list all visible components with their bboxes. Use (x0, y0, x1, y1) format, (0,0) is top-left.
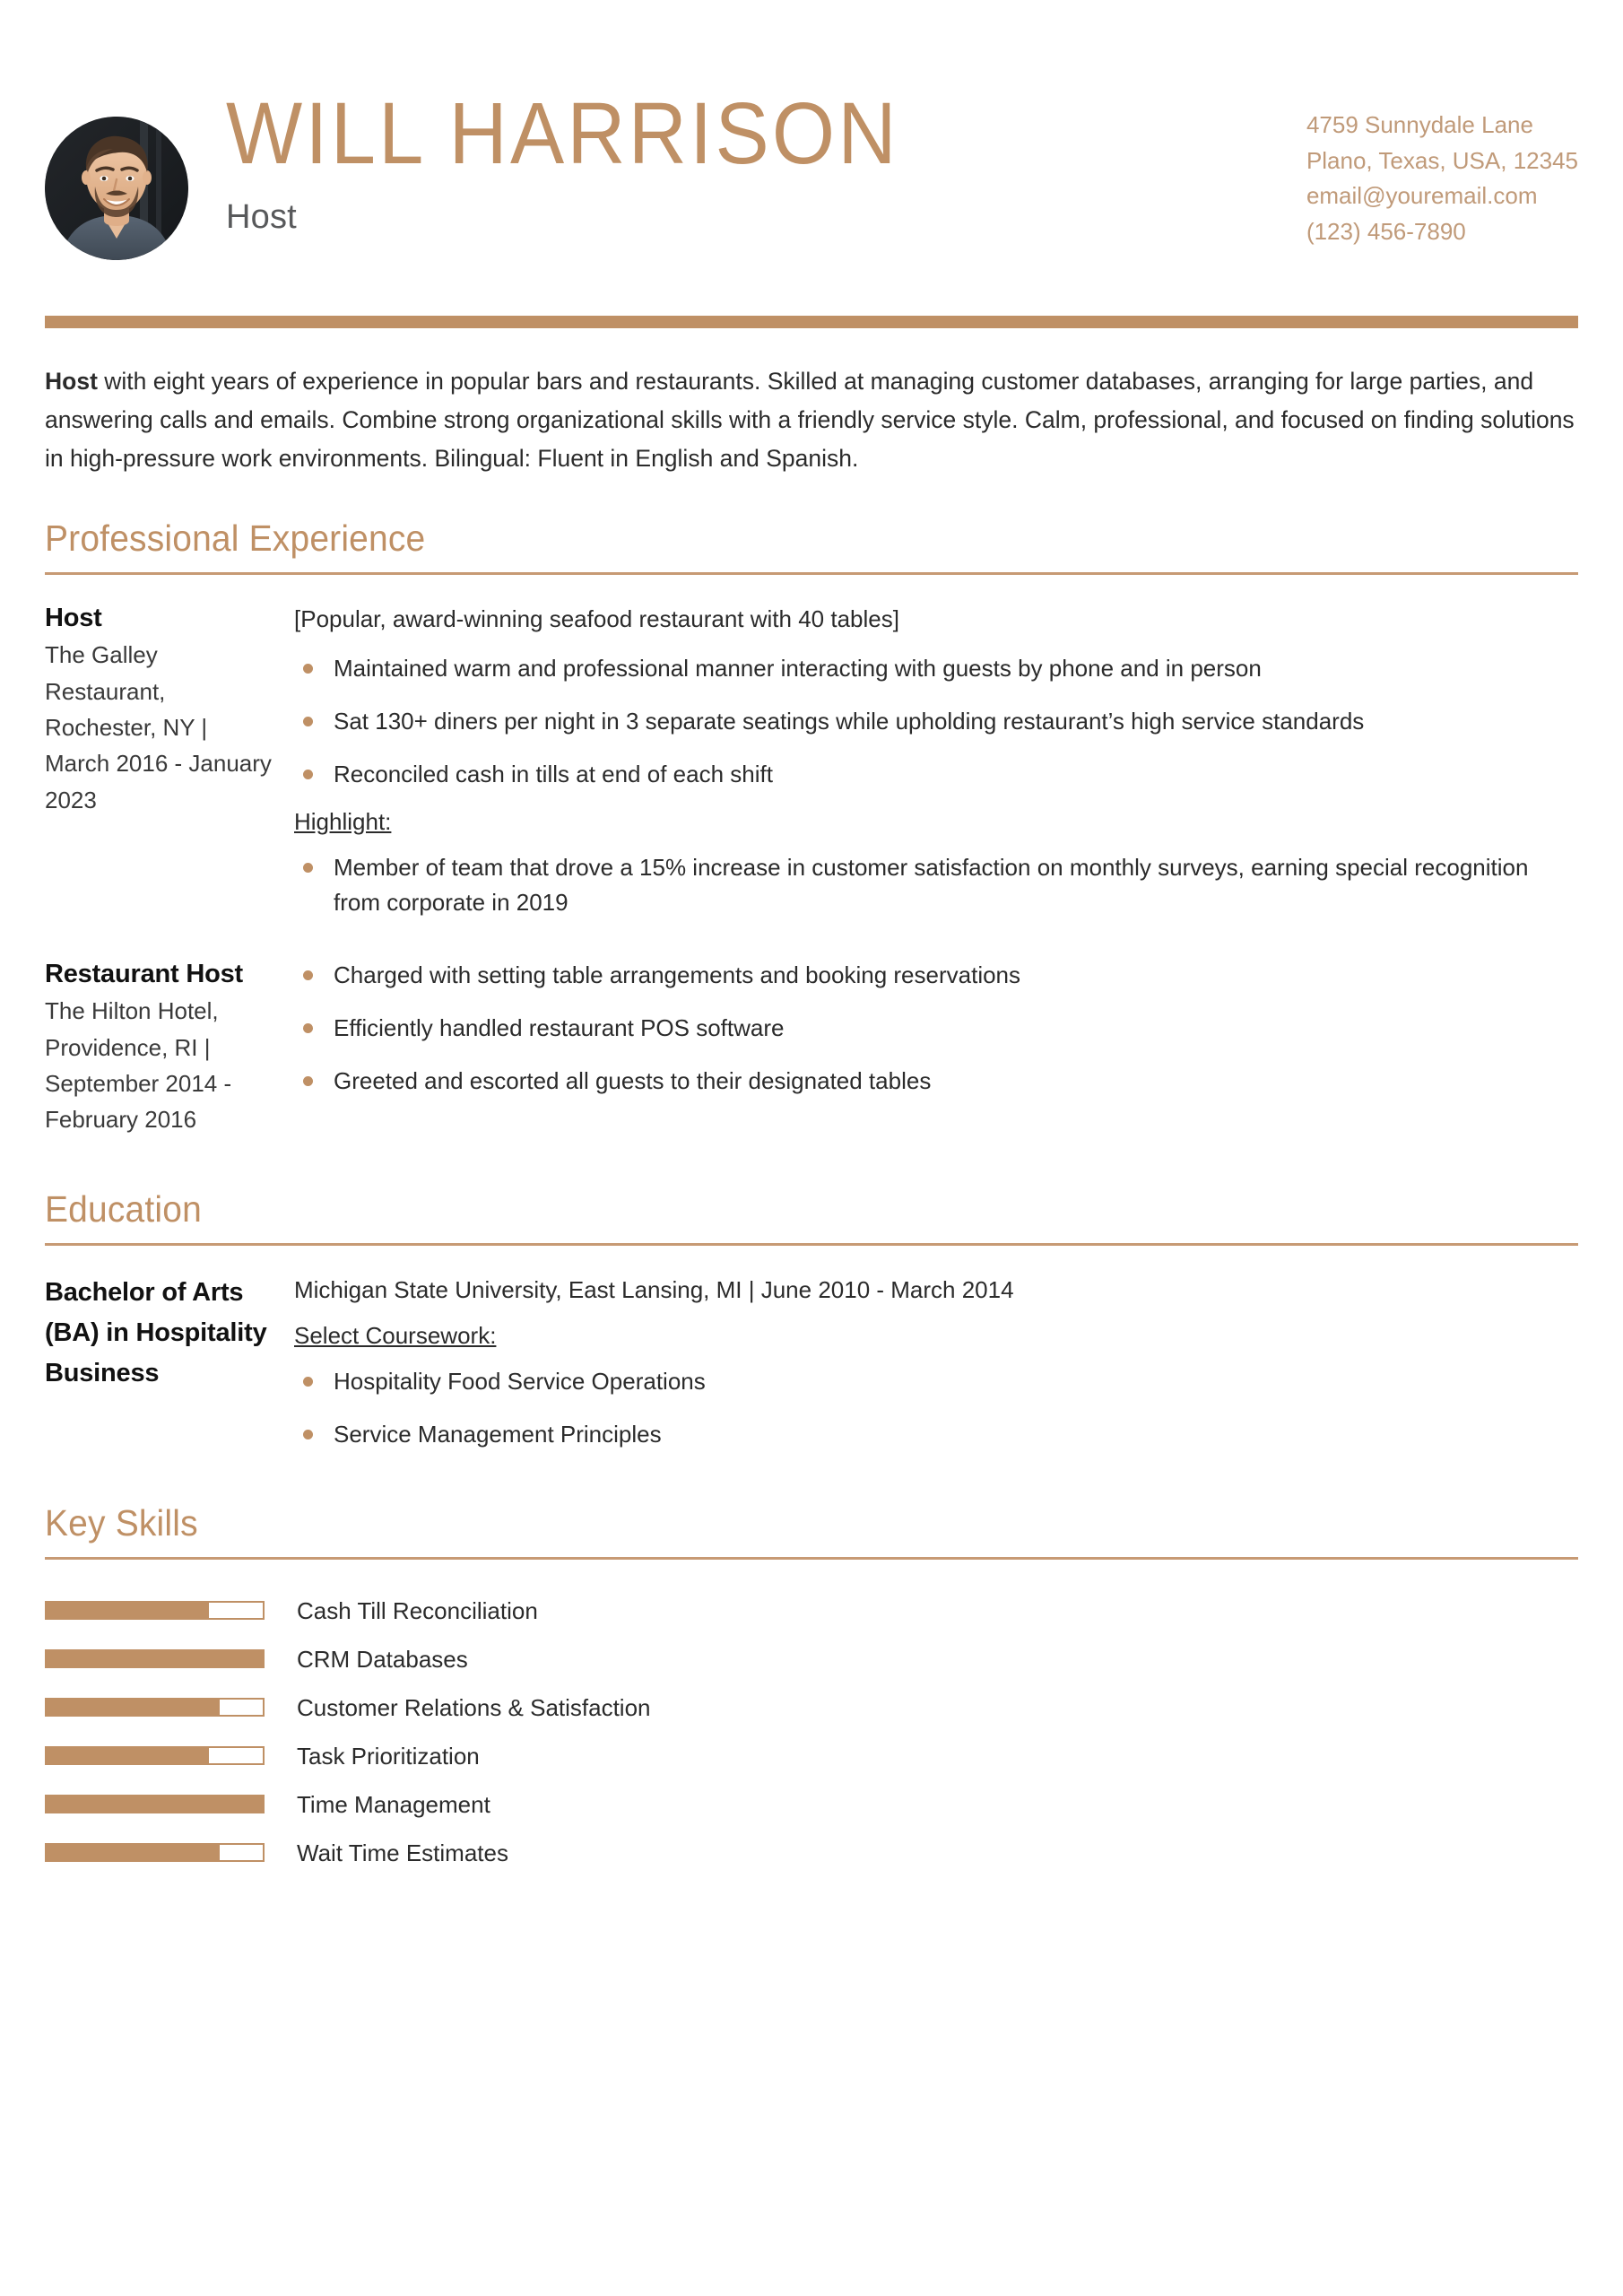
skill-level-bar (45, 1843, 265, 1862)
experience-bullets (294, 958, 1578, 1099)
skill-level-bar (45, 1601, 265, 1620)
summary-text: with eight years of experience in popular bars and restaurants. Skilled at managing customer databases, arranging for large parties, and answering calls and emails. Combine strong organizational skills with a friendly service style. Calm, professional, and focused on finding solutions in high-pressure work environments. Bilingual: Fluent in English and Spanish. (45, 368, 1575, 472)
experience-role: Host (45, 603, 102, 632)
skill-level-bar (45, 1795, 265, 1813)
highlight-label: Highlight: (294, 807, 392, 835)
contact-email[interactable]: email@youremail.com (1306, 182, 1538, 210)
skill-label: Cash Till Reconciliation (297, 1596, 538, 1624)
list-item: Greeted and escorted all guests to their designated tables (294, 1064, 1578, 1099)
job-title: Host (226, 197, 297, 236)
experience-highlight-bullets (294, 850, 1578, 920)
page-title: WILL HARRISON (226, 84, 899, 182)
list-item: Member of team that drove a 15% increase in customer satisfaction on monthly surveys, earning special recognition from corporate in 2019 (294, 850, 1578, 920)
skill-level-bar (45, 1698, 265, 1717)
skill-level-fill (47, 1796, 263, 1812)
education-school: Michigan State University, East Lansing, MI | June 2010 - March 2014 (294, 1275, 1014, 1303)
coursework-label: Select Coursework: (294, 1321, 497, 1349)
skill-row (45, 1683, 1578, 1732)
skill-row (45, 1829, 1578, 1877)
skill-level-fill (47, 1700, 220, 1715)
experience-entry-left (45, 958, 294, 1138)
list-item: Charged with setting table arrangements and booking reservations (294, 958, 1578, 993)
skill-label: CRM Databases (297, 1645, 468, 1673)
section-title-key-skills: Key Skills (45, 1501, 198, 1544)
section-divider (45, 1243, 1578, 1246)
skill-level-bar (45, 1649, 265, 1668)
experience-meta: The Hilton Hotel, Providence, RI | September 2014 - February 2016 (45, 997, 232, 1134)
skill-level-fill (47, 1748, 209, 1763)
education-degree: Bachelor of Arts (BA) in Hospitality Business (45, 1277, 267, 1387)
professional-summary (45, 362, 1578, 478)
contact-phone[interactable]: (123) 456-7890 (1306, 217, 1466, 245)
experience-entry-right (294, 602, 1578, 920)
skill-level-fill (47, 1845, 220, 1860)
experience-note: [Popular, award-winning seafood restaurant with 40 tables] (294, 604, 899, 632)
list-item: Efficiently handled restaurant POS software (294, 1011, 1578, 1046)
skill-level-fill (47, 1603, 209, 1618)
skill-label: Time Management (297, 1790, 490, 1818)
skill-label: Customer Relations & Satisfaction (297, 1693, 651, 1721)
header-divider (45, 316, 1578, 328)
education-entry-right (294, 1273, 1578, 1452)
experience-meta: The Galley Restaurant, Rochester, NY | March 2016 - January 2023 (45, 641, 272, 813)
skill-row (45, 1587, 1578, 1635)
skill-level-bar (45, 1746, 265, 1765)
education-course-bullets (294, 1364, 1578, 1452)
skill-row (45, 1635, 1578, 1683)
contact-address-line1: 4759 Sunnydale Lane (1306, 111, 1533, 138)
experience-entry-right (294, 958, 1578, 1138)
experience-entry (45, 958, 1578, 1138)
skills-list (45, 1587, 1578, 1877)
list-item: Sat 130+ diners per night in 3 separate seatings while upholding restaurant’s high service standards (294, 704, 1578, 739)
list-item: Reconciled cash in tills at end of each shift (294, 757, 1578, 792)
section-divider (45, 1557, 1578, 1560)
header-identity (188, 84, 1306, 237)
section-education (45, 1188, 1578, 1452)
section-experience (45, 517, 1578, 1138)
education-entry-left (45, 1273, 294, 1452)
skill-level-fill (47, 1651, 263, 1666)
experience-entry (45, 602, 1578, 920)
section-key-skills (45, 1502, 1578, 1877)
experience-entry-left (45, 602, 294, 920)
contact-address-line2: Plano, Texas, USA, 12345 (1306, 146, 1578, 174)
experience-bullets (294, 651, 1578, 792)
list-item: Hospitality Food Service Operations (294, 1364, 1578, 1399)
resume-header (45, 0, 1578, 260)
summary-lead: Host (45, 368, 98, 395)
list-item: Maintained warm and professional manner interacting with guests by phone and in person (294, 651, 1578, 686)
contact-block (1306, 90, 1578, 249)
skill-row (45, 1732, 1578, 1780)
skill-row (45, 1780, 1578, 1829)
section-title-education: Education (45, 1187, 202, 1230)
experience-role: Restaurant Host (45, 959, 243, 988)
skill-label: Wait Time Estimates (297, 1839, 508, 1866)
avatar (45, 117, 188, 260)
section-divider (45, 572, 1578, 575)
section-title-experience: Professional Experience (45, 517, 426, 559)
list-item: Service Management Principles (294, 1417, 1578, 1452)
education-entry (45, 1273, 1578, 1452)
skill-label: Task Prioritization (297, 1742, 480, 1770)
